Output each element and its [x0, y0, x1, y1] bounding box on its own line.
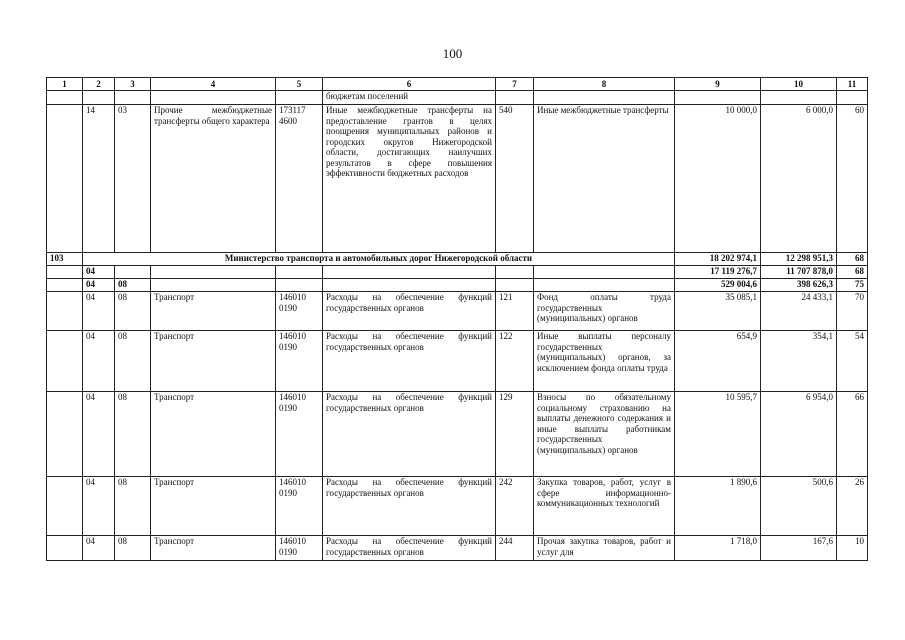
budget-table [46, 77, 868, 561]
table-cell: 10 000,0 [675, 105, 761, 253]
table-row [47, 279, 868, 292]
column-header: 10 [761, 78, 837, 91]
table-cell: 146010 0190 [276, 392, 323, 477]
table-row [47, 292, 868, 331]
table-cell: 103 [47, 253, 83, 266]
table-cell: 08 [115, 392, 151, 477]
table-cell: 244 [496, 536, 534, 561]
column-header: 2 [83, 78, 115, 91]
table-cell: Транспорт [151, 392, 276, 477]
table-cell: 398 626,3 [761, 279, 837, 292]
table-cell: 68 [837, 266, 868, 279]
column-header: 9 [675, 78, 761, 91]
table-cell: Транспорт [151, 536, 276, 561]
table-cell: 68 [837, 253, 868, 266]
ministry-title: Министерство транспорта и автомобильных дорог Нижегородской области [83, 253, 675, 266]
table-cell: 6 954,0 [761, 392, 837, 477]
table-cell: 6 000,0 [761, 105, 837, 253]
column-header: 4 [151, 78, 276, 91]
table-cell: 35 085,1 [675, 292, 761, 331]
table-cell: Прочие межбюджетные трансферты общего характера [151, 105, 276, 253]
table-cell: 60 [837, 105, 868, 253]
table-cell: 04 [83, 477, 115, 536]
table-cell: 11 707 878,0 [761, 266, 837, 279]
table-cell: 03 [115, 105, 151, 253]
table-cell: 1 890,6 [675, 477, 761, 536]
table-cell: 17 119 276,7 [675, 266, 761, 279]
table-cell: 146010 0190 [276, 536, 323, 561]
table-cell: 146010 0190 [276, 292, 323, 331]
table-cell: 66 [837, 392, 868, 477]
table-cell: Транспорт [151, 477, 276, 536]
column-header: 5 [276, 78, 323, 91]
table-cell: 08 [115, 279, 151, 292]
table-cell: 75 [837, 279, 868, 292]
table-cell: Иные межбюджетные трансферты на предоставление грантов в целях поощрения муниципальных районов и городских округов Нижегородской области, достигающих наилучших результатов в сфере повышения эффективности бюджетных расходов [323, 105, 496, 253]
table-cell: 08 [115, 331, 151, 392]
table-cell: 146010 0190 [276, 331, 323, 392]
table-cell: 08 [115, 536, 151, 561]
table-cell: 04 [83, 266, 115, 279]
table-cell: Транспорт [151, 292, 276, 331]
table-cell: 540 [496, 105, 534, 253]
table-cell: Фонд оплаты труда государственных (муниципальных) органов [534, 292, 675, 331]
table-cell: Закупка товаров, работ, услуг в сфере информационно-коммуникационных технологий [534, 477, 675, 536]
table-cell: 04 [83, 292, 115, 331]
column-header: 3 [115, 78, 151, 91]
table-row [47, 91, 868, 105]
table-cell: 1 718,0 [675, 536, 761, 561]
column-header: 7 [496, 78, 534, 91]
table-cell: 04 [83, 279, 115, 292]
table-cell: Взносы по обязательному социальному страхованию на выплаты денежного содержания и иные выплаты работникам государственных (муниципальных) органов [534, 392, 675, 477]
table-cell: 26 [837, 477, 868, 536]
column-header: 11 [837, 78, 868, 91]
column-header: 6 [323, 78, 496, 91]
table-cell: 129 [496, 392, 534, 477]
table-cell: 242 [496, 477, 534, 536]
table-cell: 54 [837, 331, 868, 392]
table-row [47, 477, 868, 536]
table-row [47, 536, 868, 561]
table-cell: Расходы на обеспечение функций государственных органов [323, 477, 496, 536]
table-cell: 04 [83, 392, 115, 477]
table-cell: 500,6 [761, 477, 837, 536]
table-row [47, 331, 868, 392]
table-cell: 04 [83, 331, 115, 392]
table-cell: 654,9 [675, 331, 761, 392]
table-cell: Расходы на обеспечение функций государственных органов [323, 331, 496, 392]
column-header: 1 [47, 78, 83, 91]
table-header-row [47, 78, 868, 91]
table-cell: 08 [115, 477, 151, 536]
column-header: 8 [534, 78, 675, 91]
table-cell: Транспорт [151, 331, 276, 392]
table-cell: 24 433,1 [761, 292, 837, 331]
table-cell: бюджетам поселений [323, 91, 496, 105]
table-cell: 14 [83, 105, 115, 253]
table-row [47, 105, 868, 253]
table-row [47, 266, 868, 279]
table-cell: 04 [83, 536, 115, 561]
table-cell: 146010 0190 [276, 477, 323, 536]
table-cell: Расходы на обеспечение функций государственных органов [323, 536, 496, 561]
page-number: 100 [442, 46, 463, 61]
table-cell: 10 [837, 536, 868, 561]
table-cell: Прочая закупка товаров, работ и услуг для [534, 536, 675, 561]
table-cell: 70 [837, 292, 868, 331]
table-cell: Иные выплаты персоналу государственных (муниципальных) органов, за исключением фонда оплаты труда [534, 331, 675, 392]
table-cell: Расходы на обеспечение функций государственных органов [323, 292, 496, 331]
table-cell: Иные межбюджетные трансферты [534, 105, 675, 253]
table-cell: 354,1 [761, 331, 837, 392]
table-cell: 10 595,7 [675, 392, 761, 477]
table-row [47, 392, 868, 477]
table-cell: 08 [115, 292, 151, 331]
table-row [47, 253, 868, 266]
table-cell: 12 298 951,3 [761, 253, 837, 266]
table-cell: 121 [496, 292, 534, 331]
table-cell: 529 004,6 [675, 279, 761, 292]
table-cell: Расходы на обеспечение функций государственных органов [323, 392, 496, 477]
table-cell: 122 [496, 331, 534, 392]
table-cell: 18 202 974,1 [675, 253, 761, 266]
table-cell: 167,6 [761, 536, 837, 561]
table-cell: 173117 4600 [276, 105, 323, 253]
